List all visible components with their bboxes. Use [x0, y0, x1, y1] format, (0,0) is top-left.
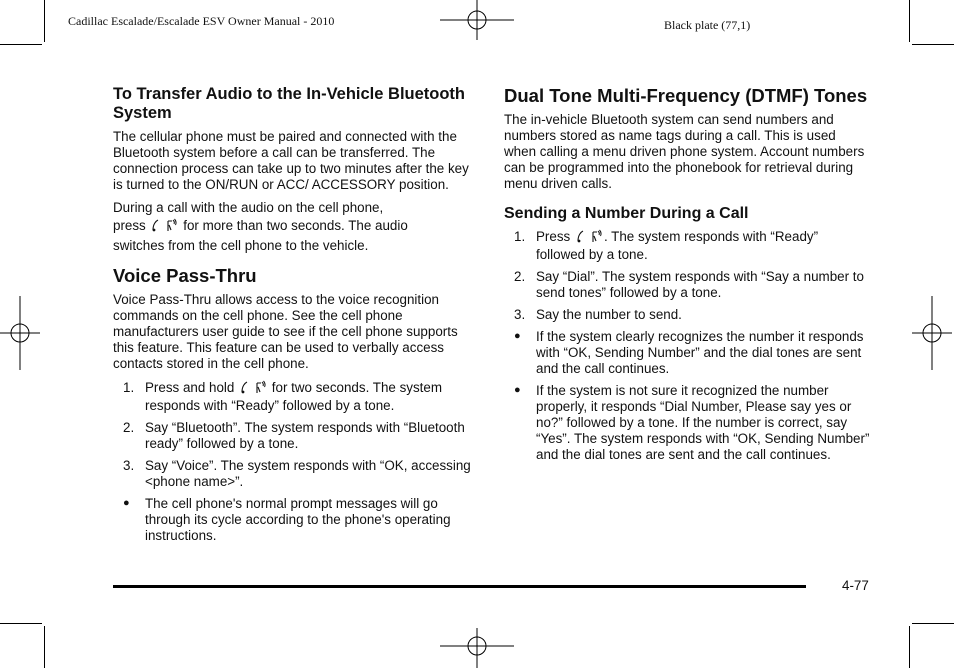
crop-mark: [912, 623, 954, 624]
section-heading-voice-pass-thru: Voice Pass-Thru: [113, 265, 257, 286]
bluetooth-phone-icon: [150, 218, 178, 237]
paragraph-transfer-duration: for more than two seconds. The audio: [183, 218, 408, 233]
left-column: [113, 85, 473, 550]
footer-rule: [113, 585, 806, 588]
list-item: [504, 229, 870, 263]
list-item: [504, 269, 870, 301]
list-item: [504, 307, 870, 323]
manual-title: Cadillac Escalade/Escalade ESV Owner Manual - 2010: [68, 14, 335, 28]
step-text: Say the number to send.: [536, 307, 682, 322]
step-text: Say “Voice”. The system responds with “OK, accessing <phone name>”.: [145, 458, 471, 489]
paragraph-pairing: The cellular phone must be paired and connected with the Bluetooth system before a call can be transferred. The connection process can take up to two minutes after the key is turned to the ON/RUN or ACC/ ACCESSORY position.: [113, 129, 469, 192]
registration-target-icon: [440, 0, 514, 40]
crop-mark: [44, 0, 45, 42]
step-text: Say “Dial”. The system responds with “Say a number to send tones” followed by a tone.: [536, 269, 864, 300]
bullet-text: If the system clearly recognizes the number it responds with “OK, Sending Number” and the dial tones are sent and the call continues.: [536, 329, 864, 376]
crop-mark: [912, 44, 954, 45]
step-text-pre: Press and hold: [145, 380, 235, 395]
list-item: [113, 420, 473, 452]
step-number: 3.: [123, 458, 135, 473]
step-number: 2.: [123, 420, 135, 435]
paragraph-transfer-line3: switches from the cell phone to the vehicle.: [113, 238, 369, 253]
step-number: 2.: [514, 269, 526, 284]
list-item: [113, 380, 473, 414]
step-number: 1.: [123, 380, 135, 395]
crop-mark: [44, 626, 45, 668]
paragraph-dtmf: The in-vehicle Bluetooth system can send numbers and numbers stored as name tags during a call. This is used when calling a menu driven phone system. Account numbers can be programmed into the phonebook for retrieval during menu driven calls.: [504, 112, 865, 191]
page-number: 4-77: [842, 578, 869, 593]
list-item: [113, 458, 473, 490]
list-item: [482, 383, 870, 463]
section-heading-dtmf: Dual Tone Multi-Frequency (DTMF) Tones: [504, 85, 868, 106]
paragraph-voice-pass-thru: Voice Pass-Thru allows access to the voice recognition commands on the cell phone. See the cell phone manufacturers user guide to see if the cell phone supports this feature. This feature can be used to verbally access contacts stored in the cell phone.: [113, 292, 458, 371]
list-item: [482, 329, 870, 377]
bullet-icon: ●: [514, 384, 521, 396]
section-heading-sending-number: Sending a Number During a Call: [504, 205, 749, 222]
bluetooth-phone-icon: [239, 380, 267, 398]
bluetooth-phone-icon: [575, 229, 603, 247]
list-item: [91, 496, 473, 544]
step-text: [536, 229, 870, 263]
registration-target-icon: [440, 628, 514, 668]
step-text-post: . The system responds with “Ready” followed by a tone.: [536, 229, 819, 262]
paragraph-transfer: [113, 199, 473, 255]
paragraph-transfer-press: press: [113, 218, 146, 233]
step-text: [145, 380, 473, 414]
step-text-pre: Press: [536, 229, 571, 244]
step-text-post: for two seconds. The system responds with “Ready” followed by a tone.: [145, 380, 442, 413]
bullet-icon: ●: [123, 497, 130, 509]
registration-target-icon: [912, 296, 952, 370]
crop-mark: [0, 44, 42, 45]
bullet-icon: ●: [514, 330, 521, 342]
crop-mark: [909, 626, 910, 668]
registration-target-icon: [0, 296, 40, 370]
step-number: 3.: [514, 307, 526, 322]
plate-label: Black plate (77,1): [664, 18, 751, 32]
paragraph-transfer-line1: During a call with the audio on the cell phone,: [113, 200, 384, 215]
crop-mark: [909, 0, 910, 42]
right-column: [504, 85, 870, 469]
section-heading-transfer-audio: To Transfer Audio to the In-Vehicle Bluetooth System: [113, 85, 466, 122]
crop-mark: [0, 623, 42, 624]
bullet-text: If the system is not sure it recognized the number properly, it responds “Dial Number, Please say yes or no?” followed by a tone. If the number is correct, say “Yes”. The system responds with “OK, Sending Number” and the dial tones are sent and the call continues.: [536, 383, 870, 462]
step-number: 1.: [514, 229, 526, 244]
step-text: Say “Bluetooth”. The system responds with “Bluetooth ready” followed by a tone.: [145, 420, 465, 451]
bullet-text: The cell phone's normal prompt messages will go through its cycle according to the phone's operating instructions.: [145, 496, 451, 543]
